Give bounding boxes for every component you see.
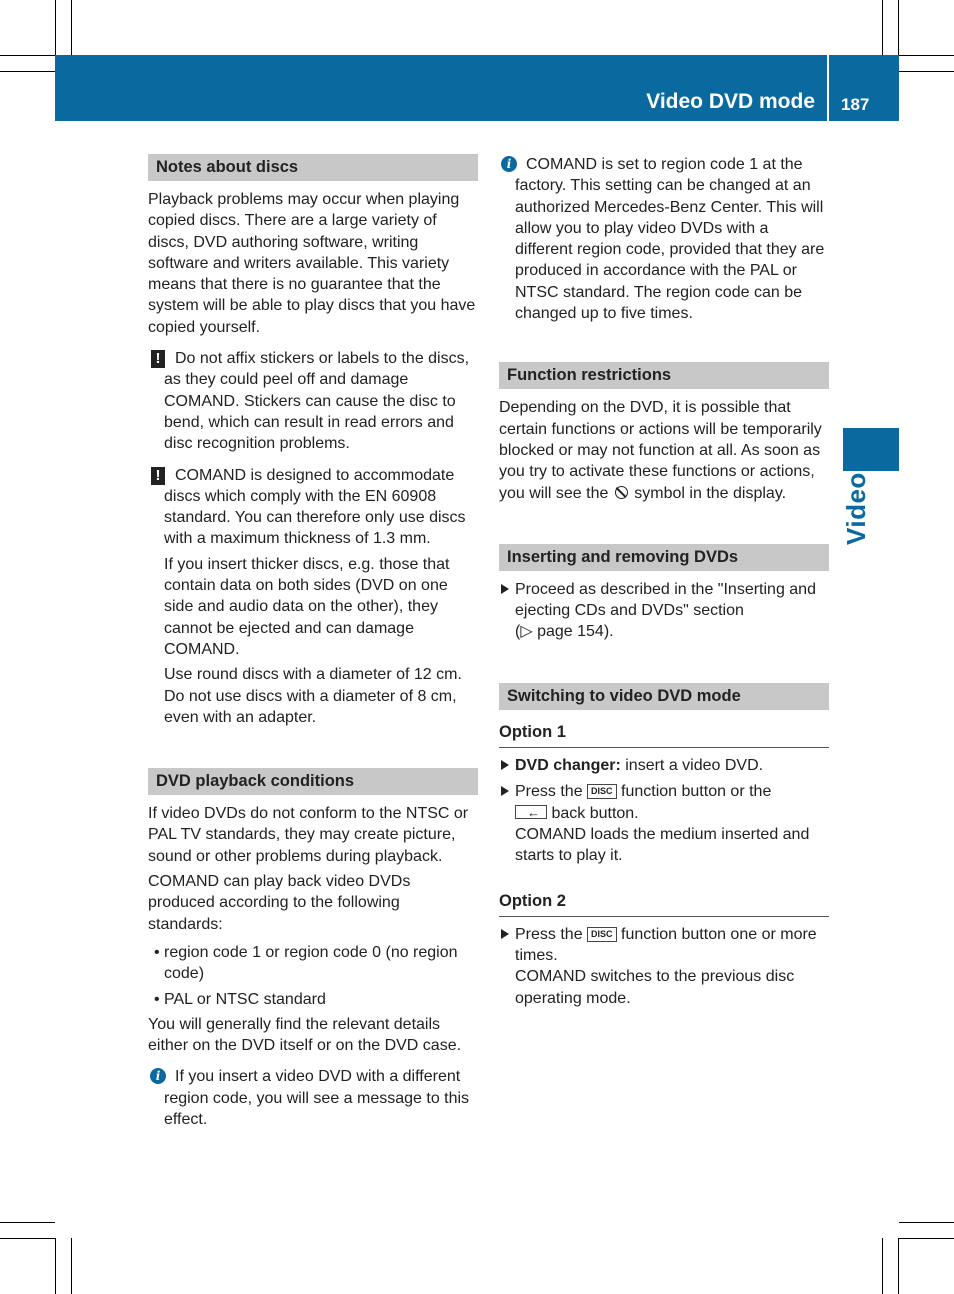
section-heading-notes: Notes about discs bbox=[148, 154, 478, 181]
chapter-tab bbox=[843, 428, 899, 471]
crop-mark bbox=[882, 0, 883, 55]
bullet: • bbox=[154, 990, 160, 1008]
paragraph-text: Depending on the DVD, it is possible that certain functions or actions will be temporarily blocked or may not function at all. As soon as you try to activate these functions or actions, you will see the bbox=[499, 399, 822, 502]
step-label: DVD changer: bbox=[515, 757, 621, 775]
warning-text: Do not affix stickers or labels to the discs, as they could peel off and damage COMAND. Stickers can cause the disc to bend, which can result in read errors and disc recognition problems. bbox=[164, 350, 470, 453]
back-button-icon bbox=[515, 805, 547, 819]
crop-mark bbox=[71, 0, 72, 55]
crop-mark bbox=[882, 1238, 883, 1294]
crop-mark bbox=[0, 1238, 55, 1239]
warning-paragraph: If you insert thicker discs, e.g. those that contain data on both sides (DVD on one side and audio data on the other), they cannot be ejected and can damage COMAND. bbox=[164, 555, 450, 658]
instruction-step bbox=[499, 579, 829, 643]
crop-mark bbox=[71, 1238, 72, 1294]
info-note bbox=[148, 1066, 478, 1130]
list-item bbox=[148, 942, 478, 985]
crop-mark bbox=[0, 1222, 55, 1223]
instruction-step bbox=[499, 781, 829, 866]
crop-mark bbox=[0, 55, 55, 56]
list-item-text: region code 1 or region code 0 (no region code) bbox=[164, 943, 458, 983]
info-note bbox=[499, 154, 829, 324]
instruction-step bbox=[499, 755, 829, 776]
step-text: Press the bbox=[515, 925, 583, 943]
step-text: insert a video DVD. bbox=[625, 757, 764, 775]
warning-paragraph: Use round discs with a diameter of 12 cm. Do not use discs with a diameter of 8 cm, even with an adapter. bbox=[164, 666, 462, 726]
page-title: Video DVD mode bbox=[646, 90, 815, 113]
crop-mark bbox=[0, 71, 55, 72]
chapter-label bbox=[831, 472, 881, 548]
page-header bbox=[55, 55, 899, 121]
warning-note bbox=[148, 348, 478, 454]
step-text: Proceed as described in the "Inserting and ejecting CDs and DVDs" section bbox=[515, 580, 816, 620]
instruction-step bbox=[499, 924, 829, 1009]
right-column bbox=[499, 154, 829, 1009]
section-heading-dvd-conditions: DVD playback conditions bbox=[148, 768, 478, 795]
step-text: function button one or more times. bbox=[515, 925, 817, 965]
crop-mark bbox=[899, 71, 954, 72]
page-reference: (▷ page 154). bbox=[515, 623, 614, 641]
warning-icon: ! bbox=[151, 467, 165, 485]
section-heading-restrictions: Function restrictions bbox=[499, 362, 829, 389]
step-arrow-icon bbox=[501, 584, 509, 594]
list-item-text: PAL or NTSC standard bbox=[164, 990, 326, 1008]
paragraph: COMAND can play back video DVDs produced according to the following standards: bbox=[148, 873, 411, 933]
crop-mark bbox=[55, 1238, 56, 1294]
crop-mark bbox=[899, 1222, 954, 1223]
chapter-label-text: Video bbox=[841, 472, 871, 545]
prohibited-icon bbox=[615, 486, 628, 499]
warning-note bbox=[148, 465, 478, 550]
step-arrow-icon bbox=[501, 929, 509, 939]
disc-button-icon: DISC bbox=[587, 927, 617, 942]
paragraph: You will generally find the relevant details either on the DVD itself or on the DVD case. bbox=[148, 1015, 462, 1055]
paragraph: If video DVDs do not conform to the NTSC or PAL TV standards, they may create picture, sound or other problems during playback. bbox=[148, 805, 469, 865]
page-number: 187 bbox=[841, 95, 870, 114]
step-text: back button. bbox=[551, 804, 639, 822]
step-arrow-icon bbox=[501, 786, 509, 796]
info-icon: i bbox=[150, 1068, 166, 1084]
step-text: function button or the bbox=[621, 783, 772, 801]
option-heading: Option 1 bbox=[499, 722, 829, 748]
section-heading-switching: Switching to video DVD mode bbox=[499, 683, 829, 710]
crop-mark bbox=[899, 1238, 954, 1239]
disc-button-icon: DISC bbox=[587, 784, 617, 799]
crop-mark bbox=[899, 55, 954, 56]
paragraph: Playback problems may occur when playing copied discs. There are a large variety of discs, DVD authoring software, writing software and writers available. This variety means that there is no guarantee that the system will be able to play discs that you have copied yourself. bbox=[148, 191, 476, 336]
option-heading: Option 2 bbox=[499, 891, 829, 917]
section-heading-inserting: Inserting and removing DVDs bbox=[499, 544, 829, 571]
list-item bbox=[148, 989, 478, 1010]
paragraph bbox=[499, 397, 829, 503]
info-icon: i bbox=[501, 156, 517, 172]
step-text: Press the bbox=[515, 783, 583, 801]
warning-icon: ! bbox=[151, 350, 165, 368]
step-result: COMAND switches to the previous disc operating mode. bbox=[515, 968, 795, 1007]
crop-mark bbox=[898, 0, 899, 55]
warning-text: COMAND is designed to accommodate discs which comply with the EN 60908 standard. You can therefore only use discs with a maximum thickness of 1.3 mm. bbox=[164, 466, 466, 548]
step-result: COMAND loads the medium inserted and starts to play it. bbox=[515, 825, 810, 865]
header-divider bbox=[827, 55, 829, 121]
left-column bbox=[148, 154, 478, 1130]
info-text: COMAND is set to region code 1 at the factory. This setting can be changed at an authorized Mercedes-Benz Center. This will allow you to play video DVDs with a different region code, provided that they are produced in accordance with the PAL or NTSC standard. The region code can be changed up to five times. bbox=[515, 156, 825, 323]
crop-mark bbox=[55, 0, 56, 55]
step-arrow-icon bbox=[501, 760, 509, 770]
info-text: If you insert a video DVD with a different region code, you will see a message to this effect. bbox=[164, 1068, 470, 1128]
bullet: • bbox=[154, 943, 160, 961]
crop-mark bbox=[898, 1238, 899, 1294]
paragraph-text: symbol in the display. bbox=[634, 484, 787, 502]
